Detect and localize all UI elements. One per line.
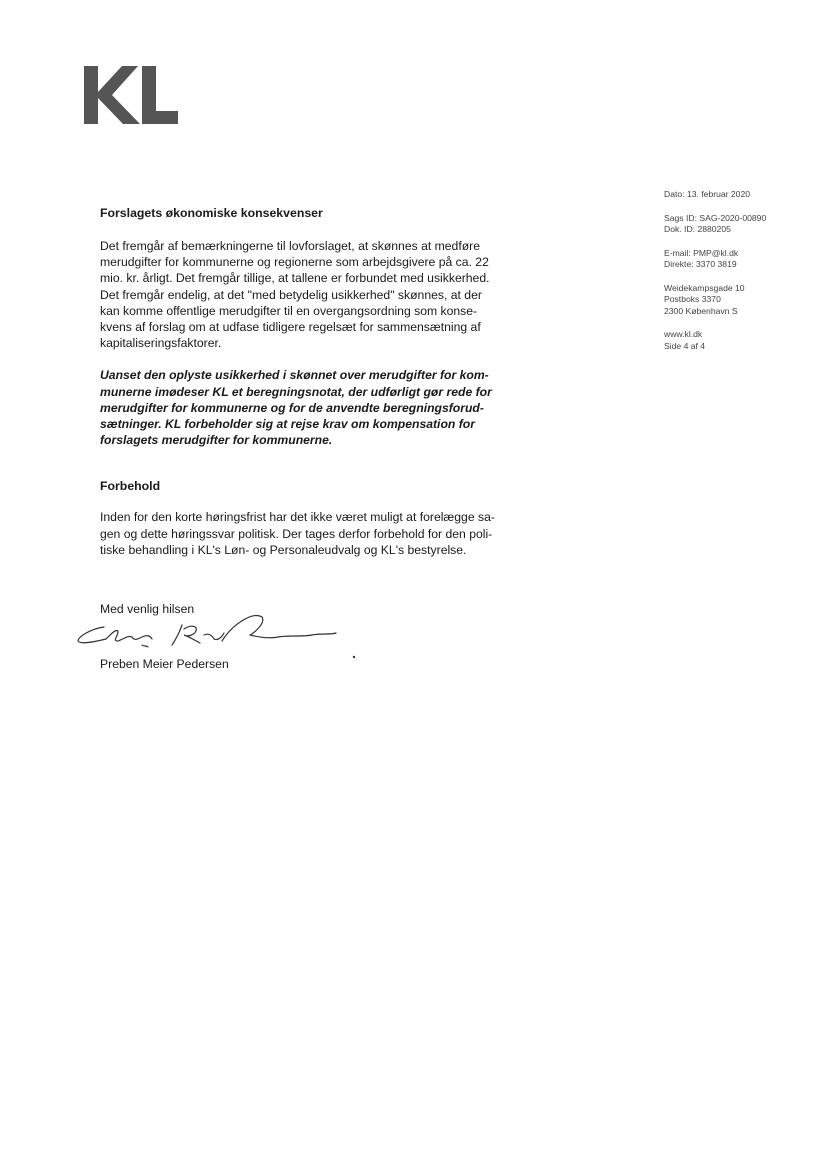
doc-id-row: Dok. ID: 2880205 <box>664 224 731 234</box>
section-heading-reservation: Forbehold <box>100 479 161 494</box>
email-row: E-mail: PMP@kl.dk <box>664 247 739 258</box>
economic-paragraph: Det fremgår af bemærkningerne til lovforslaget, at skønnes at medføre merudgifter for kommunerne og regionerne som arbejdsgivere på ca. 22 mio. kr. årligt. Det fremgår tillige, at tallene er forbundet med usikkerhed. Det fremgår endelig, at det "med betydelig usikkerhed" skønnes, at der kan komme offentlige merudgifter til en overgangsordning som konse- kvens af forslag om at udfase tidligere regelsæt for sammensætning af kapitaliseringsfaktorer. <box>100 239 490 351</box>
closing-greeting: Med venlig hilsen <box>100 602 195 616</box>
page-number: Side 4 af 4 <box>664 340 706 351</box>
direct-phone-row: Direkte: 3370 3819 <box>664 259 737 269</box>
address-line-1: Weidekampsgade 10 <box>664 282 745 293</box>
address-line-2: Postboks 3370 <box>664 294 721 304</box>
reservation-paragraph: Inden for den korte høringsfrist har det ikke været muligt at forelægge sa- gen og dette høringssvar politisk. Der tages derfor forbehold for den poli- tiske behandling i KL's Løn- og Personaleudvalg og KL's bestyrelse. <box>100 510 495 557</box>
section-heading-economic: Forslagets økonomiske konsekvenser <box>100 206 323 220</box>
date-row: Dato: 13. februar 2020 <box>664 189 751 199</box>
signer-name: Preben Meier Pedersen <box>100 657 229 671</box>
letter-metadata <box>664 189 814 352</box>
letter-body <box>100 205 560 558</box>
kl-logo <box>84 66 180 126</box>
address-line-3: 2300 København S <box>664 305 738 316</box>
case-id-row: Sags ID: SAG-2020-00890 <box>664 212 767 223</box>
economic-bold-paragraph: Uanset den oplyste usikkerhed i skønnet over merudgifter for kom- munerne imødeser KL et beregningsnotat, der udførligt gør rede for merudgifter for kommunerne og for de anvendte beregningsforud- sætninger. KL forbeholder sig at rejse krav om kompensation for forslagets merudgifter for kommunerne. <box>100 368 492 448</box>
website: www.kl.dk <box>664 329 703 339</box>
